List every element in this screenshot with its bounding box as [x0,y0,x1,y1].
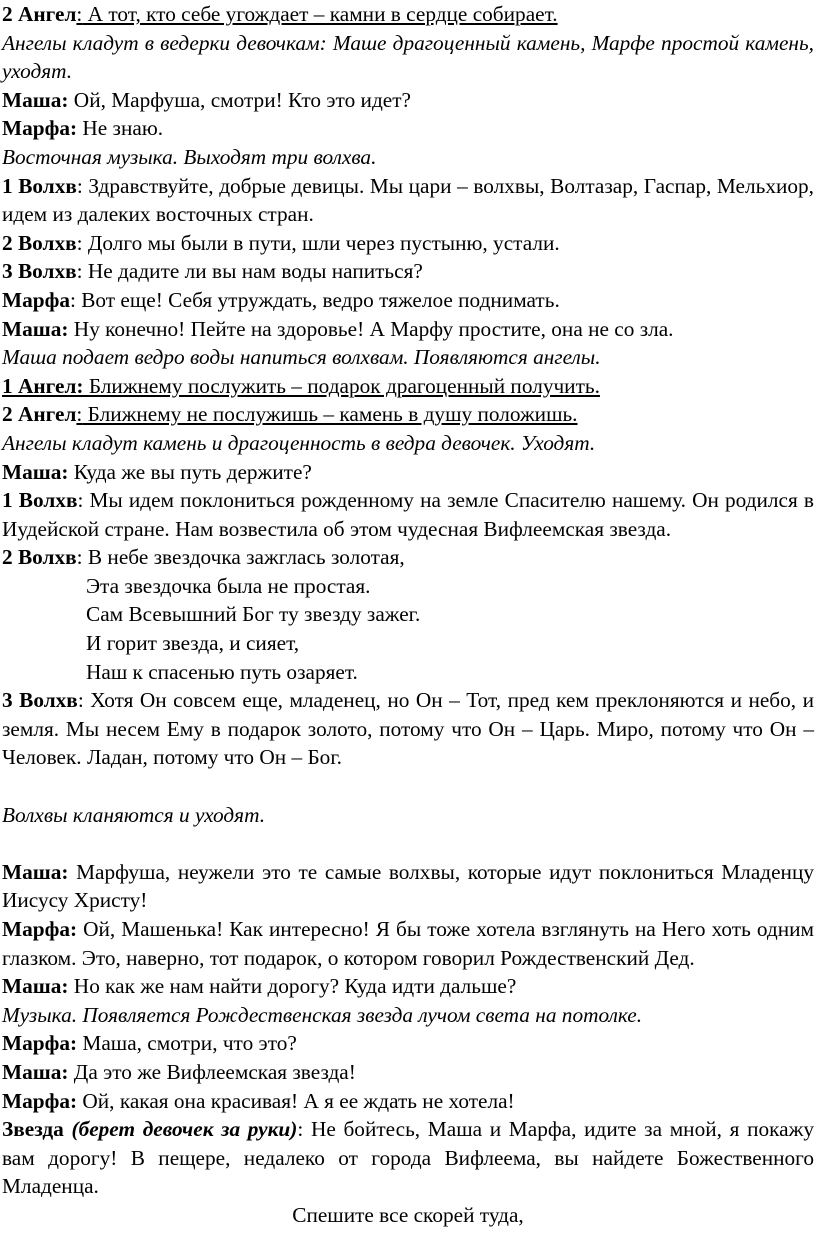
speaker: Звезда [2,1117,64,1142]
speaker: 2 Волхв [2,230,77,255]
speech: А тот, кто себе угождает – камни в сердце собирает. [82,2,558,26]
speech: Ну конечно! Пейте на здоровье! А Марфу простите, она не со зла. [68,316,674,341]
speech: : Долго мы были в пути, шли через пустыню, устали. [76,230,560,255]
verse-line: Спешите все скорей туда, [292,1202,524,1227]
speaker: 1 Ангел: [2,373,84,398]
line-magus2 [2,543,814,572]
speech: : Не бойтесь, Маша и Марфа, идите за мной, я покажу вам дорогу! В пещере, недалеко от города Вифлеема, вы найдете Божественного Младенца. [2,1117,814,1199]
speech: : В небе звездочка зажглась золотая, [76,545,405,570]
speech: Марфуша, неужели это те самые волхвы, которые идут поклониться Младенцу Иисусу Христу! [2,859,814,913]
speech: Ой, какая она красивая! А я ее ждать не хотела! [77,1088,515,1113]
speaker: Марфа: [2,1031,78,1056]
poem-line: Наш к спасенью путь озаряет. [86,659,358,684]
line-magus3 [2,257,814,286]
speech: Куда же вы путь держите? [68,459,312,484]
colon: : [76,2,83,26]
speaker: 1 Волхв [2,488,78,513]
line-marfa [2,286,814,315]
stage-direction: Ангелы кладут в ведерки девочкам: Маше драгоценный камень, Марфе простой камень, уходят. [2,30,814,84]
speech: : Мы идем поклониться рожденному на земле Спасителю нашему. Он родился в Иудейской стране. Нам возвестила об этом чудесная Вифлеемская звезда. [2,488,814,541]
speaker: Марфа: [2,116,78,141]
line-masha [2,315,814,344]
speech: : Не дадите ли вы нам воды напиться? [76,259,423,284]
speech: Но как же нам найти дорогу? Куда идти дальше? [68,974,517,999]
poem-line: Эта звездочка была не простая. [86,573,371,598]
line-marfa [2,915,814,972]
speaker: Марфа: [2,1088,78,1113]
line-marfa [2,1087,814,1116]
speech: Ближнему послужить – подарок драгоценный получить. [83,373,600,398]
stage-remark: (берет девочек за руки) [63,1117,298,1142]
stage-direction: Маша подает ведро воды напиться волхвам. Появляются ангелы. [2,345,601,370]
line-angel1 [2,372,814,401]
speaker: Маша: [2,459,69,484]
poem-line: И горит звезда, и сияет, [86,631,300,656]
stage-direction: Восточная музыка. Выходят три волхва. [2,144,377,169]
line-masha [2,1058,814,1087]
line-angel2-b [2,400,814,429]
speaker: Маша: [2,87,69,112]
speech: Ой, Марфуша, смотри! Кто это идет? [68,87,411,112]
line-magus1 [2,172,814,229]
speaker: Маша: [2,974,69,999]
stage-direction: Волхвы кланяются и уходят. [2,802,266,827]
colon: : [76,402,83,427]
speaker: 2 Волхв [2,545,77,570]
line-masha [2,972,814,1001]
line-masha [2,458,814,487]
line-magus1 [2,486,814,543]
speaker: 1 Волхв [2,173,77,198]
speech: Ближнему не послужишь – камень в душу положишь. [82,402,578,427]
speech: Да это же Вифлеемская звезда! [68,1059,356,1084]
speaker: 3 Волхв [2,259,77,284]
line-star [2,1115,814,1201]
stage-direction: Ангелы кладут камень и драгоценность в ведра девочек. Уходят. [2,430,596,455]
line-magus3 [2,686,814,772]
line-masha [2,858,814,915]
speaker: Марфа [2,287,70,312]
blank-line [2,829,814,858]
blank-line [2,772,814,801]
speaker: 3 Волхв [2,688,78,713]
line-marfa [2,114,814,143]
speaker: Марфа: [2,917,78,941]
speech: Маша, смотри, что это? [77,1031,297,1056]
speech: : Хотя Он совсем еще, младенец, но Он – Тот, пред кем преклоняются и небо, и земля. Мы несем Ему в подарок золото, потому что Он – Царь. Миро, потому что Он – Человек. Ладан, потому что Он – Бог. [2,688,814,770]
speaker: 2 Ангел [2,402,77,427]
speaker: Маша: [2,1059,69,1084]
speech: Ой, Машенька! Как интересно! Я бы тоже хотела взглянуть на Него хоть одним глазком. Это, наверно, тот подарок, о котором говорил Рождественский Дед. [2,917,814,970]
speaker: Маша: [2,316,69,341]
speaker: Маша: [2,859,69,884]
line-marfa [2,1029,814,1058]
poem-line: Сам Всевышний Бог ту звезду зажег. [86,602,421,627]
line-angel2-a [2,0,814,29]
line-masha [2,86,814,115]
speaker: 2 Ангел [2,2,77,26]
speech: : Здравствуйте, добрые девицы. Мы цари – волхвы, Волтазар, Гаспар, Мельхиор, идем из далеких восточных стран. [2,173,814,227]
speech: : Вот еще! Себя утруждать, ведро тяжелое поднимать. [69,287,560,312]
line-magus2 [2,229,814,258]
speech: Не знаю. [77,116,164,141]
stage-direction: Музыка. Появляется Рождественская звезда лучом света на потолке. [2,1002,643,1027]
